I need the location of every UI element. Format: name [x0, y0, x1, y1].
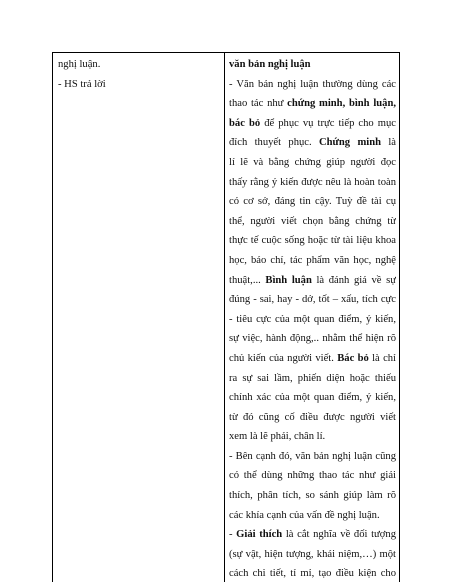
right-line: - Bên cạnh đó, văn bản nghị luận cũng — [229, 450, 396, 462]
right-line: (sự vật, hiện tượng, khái niệm,…) một — [229, 548, 396, 560]
left-line: nghị luận. — [58, 59, 101, 70]
left-column — [58, 55, 218, 94]
right-line: xem là lẽ phải, chân lí. — [229, 431, 326, 443]
right-line: thích, phân tích, so sánh giúp làm rõ — [229, 490, 396, 502]
right-line: ra sự sai lầm, phiến diện hoặc thiếu — [229, 372, 396, 384]
right-body — [229, 75, 396, 584]
right-line: thao tác như chứng minh, bình luận, — [229, 98, 396, 110]
right-line: sự việc, hành động,.. nhằm thể hiện rõ — [229, 333, 396, 345]
right-line: - Văn bản nghị luận thường dùng các — [229, 78, 396, 90]
right-line: bác bỏ để phục vụ trực tiếp cho mục — [229, 117, 396, 129]
right-line: lí lẽ và bằng chứng giúp người đọc — [229, 156, 396, 168]
right-line: đích thuyết phục. Chứng minh là — [229, 137, 396, 149]
right-heading: văn bản nghị luận — [229, 59, 311, 70]
column-divider — [224, 53, 225, 582]
right-line: chính xác của một quan điểm, ý kiến, — [229, 392, 396, 404]
right-line: thuật,... Bình luận là đánh giá về sự — [229, 274, 396, 286]
right-line: thấy rằng ý kiến được nêu là hoàn toàn — [229, 176, 396, 188]
right-line: - Giải thích là cắt nghĩa về đối tượng — [229, 529, 396, 541]
right-line: cách chi tiết, tỉ mỉ, tạo điều kiện cho — [229, 568, 396, 580]
right-line: thực tế cuộc sống hoặc từ tài liệu khoa — [229, 235, 396, 247]
right-column — [229, 55, 396, 584]
content-table — [52, 52, 400, 582]
right-line: từ đó cũng cố điều được người viết — [229, 411, 396, 423]
right-line: có cơ sở, đáng tin cậy. Tuỳ đề tài cụ — [229, 196, 396, 208]
right-line: chủ kiến của người viết. Bác bỏ là chỉ — [229, 352, 396, 364]
right-line: - tiêu cực của một quan điểm, ý kiến, — [229, 313, 396, 325]
right-line: có thể dùng những thao tác như giải — [229, 470, 396, 482]
left-line: - HS trả lời — [58, 78, 106, 90]
right-line: học, báo chí, tác phẩm văn học, nghệ — [229, 254, 396, 266]
right-line: các khía cạnh của vấn đề nghị luận. — [229, 509, 380, 521]
right-line: thể, người viết chọn bằng chứng từ — [229, 215, 396, 227]
right-line: đúng - sai, hay - dở, tốt – xấu, tích cực — [229, 294, 396, 306]
